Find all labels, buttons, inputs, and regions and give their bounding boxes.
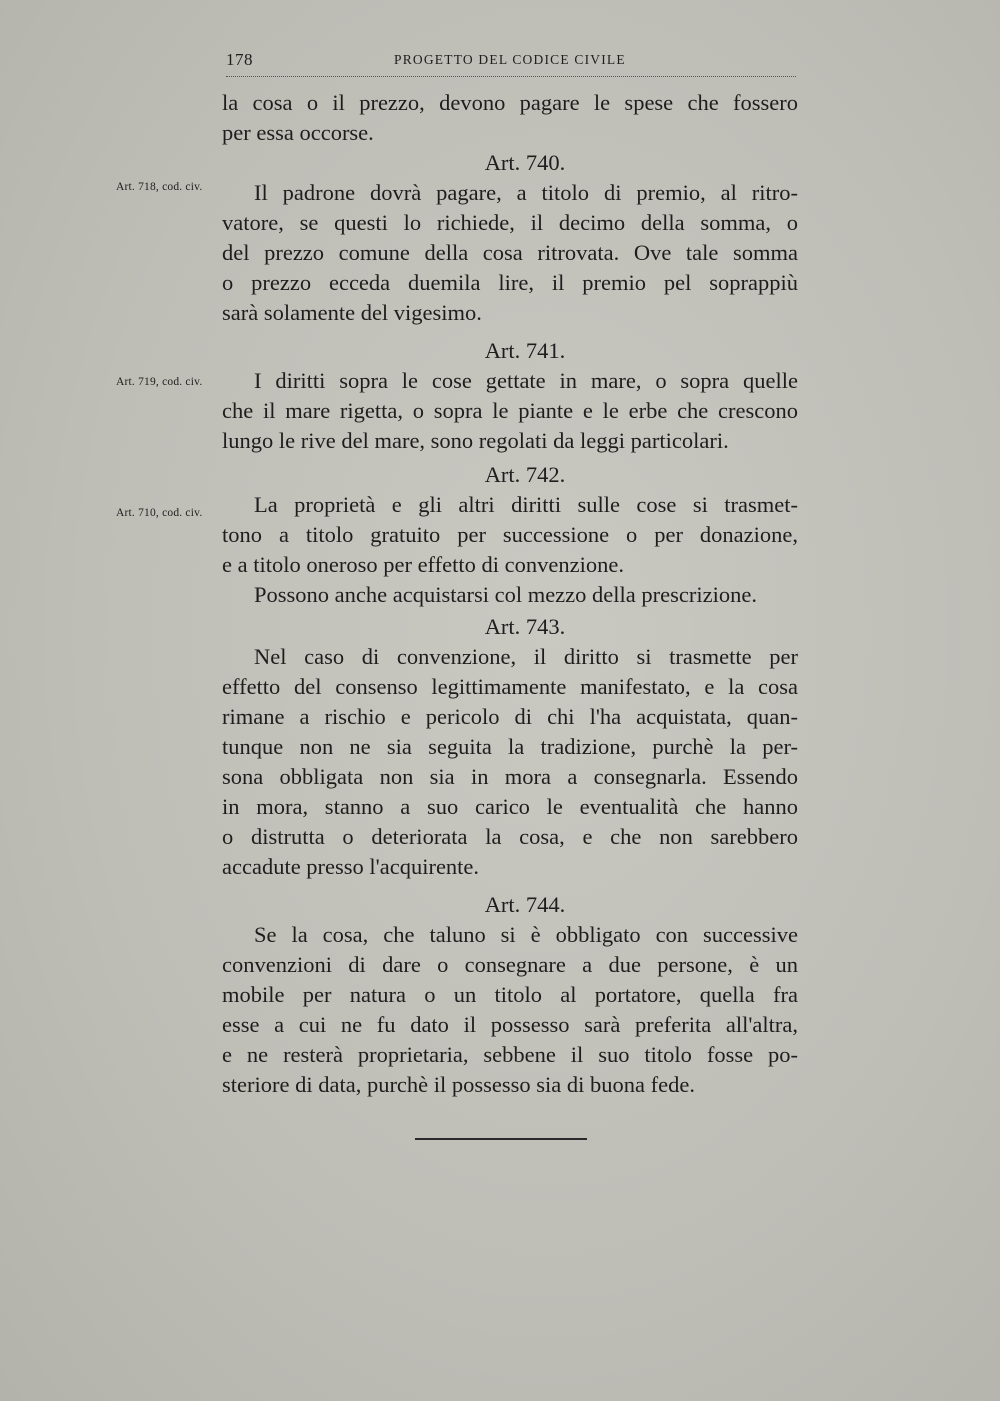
text-line: esse a cui ne fu dato il possesso sarà preferita all'altra, (222, 1012, 798, 1037)
text-line: Se la cosa, che taluno si è obbligato con successive (254, 922, 798, 947)
text-line: mobile per natura o un titolo al portatore, quella fra (222, 982, 798, 1007)
body-text (222, 88, 798, 1100)
text-line: lungo le rive del mare, sono regolati da leggi particolari. (222, 428, 729, 453)
article-heading-744: Art. 744. (484, 892, 566, 917)
text-line: I diritti sopra le cose gettate in mare, o sopra quelle (254, 368, 798, 393)
text-line: del prezzo comune della cosa ritrovata. Ove tale somma (222, 240, 798, 265)
margin-note-art-740: Art. 718, cod. civ. (116, 181, 203, 193)
text-line: La proprietà e gli altri diritti sulle cose si trasmet- (254, 492, 798, 517)
text-line: Possono anche acquistarsi col mezzo della prescrizione. (254, 582, 757, 607)
text-line: tunque non ne sia seguita la tradizione, purchè la per- (222, 734, 798, 759)
running-title: PROGETTO DEL CODICE CIVILE (394, 52, 626, 67)
text-line: steriore di data, purchè il possesso sia di buona fede. (222, 1072, 695, 1097)
margin-note-art-742: Art. 710, cod. civ. (116, 507, 203, 519)
text-line: e ne resterà proprietaria, sebbene il suo titolo fosse po- (222, 1042, 798, 1067)
text-line: convenzioni di dare o consegnare a due persone, è un (222, 952, 798, 977)
text-line: o prezzo ecceda duemila lire, il premio pel soprappiù (222, 270, 798, 295)
margin-note-art-741: Art. 719, cod. civ. (116, 376, 203, 388)
text-line: che il mare rigetta, o sopra le piante e le erbe che crescono (222, 398, 798, 423)
article-heading-742: Art. 742. (484, 462, 566, 487)
text-line: rimane a rischio e pericolo di chi l'ha acquistata, quan- (222, 704, 798, 729)
text-line: sarà solamente del vigesimo. (222, 300, 482, 325)
text-line: e a titolo oneroso per effetto di convenzione. (222, 552, 624, 577)
article-heading-740: Art. 740. (484, 150, 566, 175)
text-line: per essa occorse. (222, 120, 374, 145)
text-line: sona obbligata non sia in mora a consegnarla. Essendo (222, 764, 798, 789)
text-line: tono a titolo gratuito per successione o per donazione, (222, 522, 798, 547)
end-rule (415, 1138, 587, 1140)
text-line: Il padrone dovrà pagare, a titolo di premio, al ritro- (254, 180, 798, 205)
text-line: vatore, se questi lo richiede, il decimo della somma, o (222, 210, 798, 235)
text-line: accadute presso l'acquirente. (222, 854, 480, 879)
page-number: 178 (226, 50, 253, 69)
text-line: in mora, stanno a suo carico le eventualità che hanno (222, 794, 798, 819)
text-line: effetto del consenso legittimamente manifestato, e la cosa (222, 674, 798, 699)
text-line: la cosa o il prezzo, devono pagare le spese che fossero (222, 90, 798, 115)
article-heading-741: Art. 741. (484, 338, 566, 363)
text-line: Nel caso di convenzione, il diritto si trasmette per (254, 644, 798, 669)
page-header (226, 50, 796, 77)
text-line: o distrutta o deteriorata la cosa, e che non sarebbero (222, 824, 798, 849)
article-heading-743: Art. 743. (484, 614, 566, 639)
